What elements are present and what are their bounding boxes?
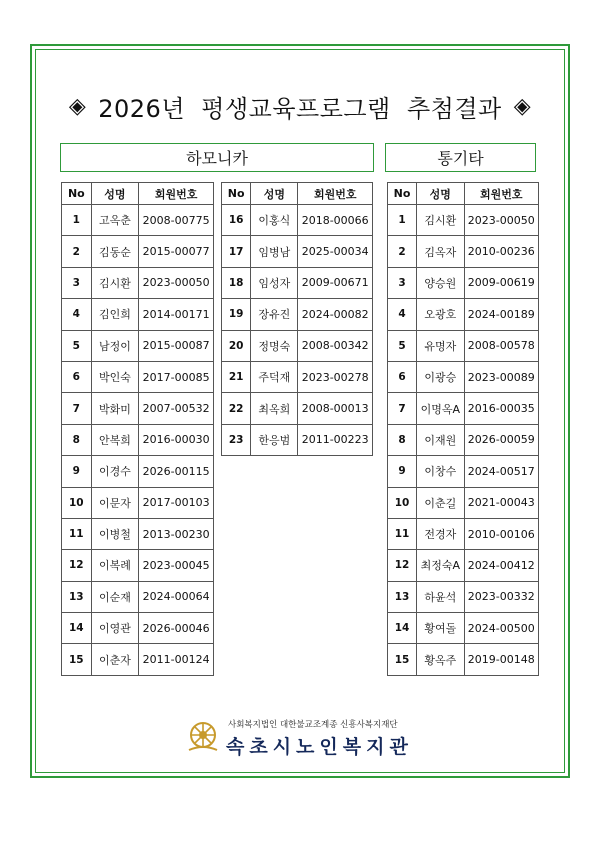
cell-name: 오광호 xyxy=(417,299,464,330)
cell-member-id: 2019-00148 xyxy=(464,644,539,675)
cell-no: 20 xyxy=(222,330,251,361)
cell-name: 고옥춘 xyxy=(91,205,139,236)
cell-no: 14 xyxy=(62,613,92,644)
cell-name: 양승원 xyxy=(417,267,464,298)
cell-member-id: 2023-00045 xyxy=(139,550,214,581)
cell-member-id: 2016-00035 xyxy=(464,393,539,424)
cell-member-id: 2017-00103 xyxy=(139,487,214,518)
cell-name: 이영관 xyxy=(91,613,139,644)
cell-member-id: 2008-00013 xyxy=(298,393,373,424)
cell-member-id: 2021-00043 xyxy=(464,487,539,518)
table-row xyxy=(388,518,539,549)
cell-no: 5 xyxy=(388,330,417,361)
cell-name: 하윤석 xyxy=(417,581,464,612)
header-name: 성명 xyxy=(417,183,464,205)
table-row xyxy=(62,361,214,392)
harmonica-table-2 xyxy=(221,182,373,456)
cell-member-id: 2023-00050 xyxy=(464,205,539,236)
cell-no: 2 xyxy=(388,236,417,267)
table-row xyxy=(388,361,539,392)
table-row xyxy=(222,330,373,361)
table-row xyxy=(62,613,214,644)
cell-member-id: 2016-00030 xyxy=(139,424,214,455)
cell-member-id: 2014-00171 xyxy=(139,299,214,330)
table-row xyxy=(388,236,539,267)
cell-no: 11 xyxy=(388,518,417,549)
table-row xyxy=(388,330,539,361)
table-row xyxy=(62,644,214,675)
cell-member-id: 2025-00034 xyxy=(298,236,373,267)
cell-member-id: 2024-00189 xyxy=(464,299,539,330)
cell-member-id: 2011-00124 xyxy=(139,644,214,675)
cell-member-id: 2009-00671 xyxy=(298,267,373,298)
cell-no: 3 xyxy=(62,267,92,298)
cell-member-id: 2023-00050 xyxy=(139,267,214,298)
cell-name: 최옥희 xyxy=(251,393,298,424)
cell-no: 10 xyxy=(388,487,417,518)
cell-name: 임병남 xyxy=(251,236,298,267)
cell-member-id: 2009-00619 xyxy=(464,267,539,298)
cell-no: 8 xyxy=(388,424,417,455)
cell-no: 15 xyxy=(388,644,417,675)
harmonica-table-1 xyxy=(61,182,214,676)
cell-no: 3 xyxy=(388,267,417,298)
cell-member-id: 2026-00046 xyxy=(139,613,214,644)
table-row xyxy=(388,299,539,330)
cell-no: 4 xyxy=(62,299,92,330)
table-row xyxy=(388,424,539,455)
cell-no: 9 xyxy=(62,456,92,487)
cell-name: 김인희 xyxy=(91,299,139,330)
cell-no: 12 xyxy=(62,550,92,581)
cell-no: 9 xyxy=(388,456,417,487)
cell-name: 이홍식 xyxy=(251,205,298,236)
table-row xyxy=(62,393,214,424)
cell-member-id: 2017-00085 xyxy=(139,361,214,392)
cell-member-id: 2008-00775 xyxy=(139,205,214,236)
cell-name: 황옥주 xyxy=(417,644,464,675)
footer-logo xyxy=(180,718,440,760)
cell-name: 남정이 xyxy=(91,330,139,361)
table-row xyxy=(222,205,373,236)
header-no: No xyxy=(62,183,92,205)
cell-name: 이경수 xyxy=(91,456,139,487)
cell-name: 김시환 xyxy=(417,205,464,236)
table-row xyxy=(62,267,214,298)
cell-no: 7 xyxy=(388,393,417,424)
diamond-right-icon: ◈ xyxy=(513,93,532,119)
cell-member-id: 2008-00342 xyxy=(298,330,373,361)
cell-name: 이문자 xyxy=(91,487,139,518)
cell-no: 17 xyxy=(222,236,251,267)
cell-name: 정명숙 xyxy=(251,330,298,361)
table-row xyxy=(222,361,373,392)
cell-no: 1 xyxy=(388,205,417,236)
table-row xyxy=(222,236,373,267)
table-row xyxy=(222,424,373,455)
cell-member-id: 2024-00500 xyxy=(464,613,539,644)
cell-member-id: 2023-00332 xyxy=(464,581,539,612)
cell-member-id: 2026-00059 xyxy=(464,424,539,455)
cell-name: 이광승 xyxy=(417,361,464,392)
cell-no: 23 xyxy=(222,424,251,455)
cell-member-id: 2018-00066 xyxy=(298,205,373,236)
header-name: 성명 xyxy=(91,183,139,205)
table-row xyxy=(388,393,539,424)
cell-no: 4 xyxy=(388,299,417,330)
cell-name: 이춘길 xyxy=(417,487,464,518)
page-title xyxy=(36,86,564,126)
table-row xyxy=(222,299,373,330)
cell-no: 6 xyxy=(388,361,417,392)
table-row xyxy=(62,550,214,581)
cell-no: 21 xyxy=(222,361,251,392)
table-header-row xyxy=(222,183,373,205)
footer-org-subtitle: 사회복지법인 대한불교조계종 신흥사복지재단 xyxy=(228,720,398,730)
cell-member-id: 2024-00082 xyxy=(298,299,373,330)
cell-name: 황여돌 xyxy=(417,613,464,644)
cell-no: 18 xyxy=(222,267,251,298)
header-member-id: 회원번호 xyxy=(298,183,373,205)
cell-name: 주덕재 xyxy=(251,361,298,392)
cell-no: 14 xyxy=(388,613,417,644)
cell-member-id: 2008-00578 xyxy=(464,330,539,361)
cell-member-id: 2024-00412 xyxy=(464,550,539,581)
table-header-row xyxy=(62,183,214,205)
table-row xyxy=(62,330,214,361)
cell-no: 11 xyxy=(62,518,92,549)
cell-name: 안복희 xyxy=(91,424,139,455)
cell-name: 이병철 xyxy=(91,518,139,549)
cell-name: 전경자 xyxy=(417,518,464,549)
cell-name: 이춘자 xyxy=(91,644,139,675)
cell-member-id: 2023-00278 xyxy=(298,361,373,392)
table-row xyxy=(388,613,539,644)
cell-no: 8 xyxy=(62,424,92,455)
cell-name: 이창수 xyxy=(417,456,464,487)
header-name: 성명 xyxy=(251,183,298,205)
cell-no: 7 xyxy=(62,393,92,424)
cell-member-id: 2026-00115 xyxy=(139,456,214,487)
cell-name: 김동순 xyxy=(91,236,139,267)
table-row xyxy=(222,393,373,424)
table-row xyxy=(388,550,539,581)
cell-no: 6 xyxy=(62,361,92,392)
cell-name: 이명옥A xyxy=(417,393,464,424)
cell-name: 이재원 xyxy=(417,424,464,455)
cell-name: 유명자 xyxy=(417,330,464,361)
cell-name: 박인숙 xyxy=(91,361,139,392)
cell-no: 19 xyxy=(222,299,251,330)
cell-member-id: 2015-00077 xyxy=(139,236,214,267)
group-header-guitar: 통기타 xyxy=(385,143,536,172)
table-row xyxy=(388,487,539,518)
cell-member-id: 2023-00089 xyxy=(464,361,539,392)
cell-member-id: 2007-00532 xyxy=(139,393,214,424)
cell-name: 김옥자 xyxy=(417,236,464,267)
cell-member-id: 2011-00223 xyxy=(298,424,373,455)
cell-name: 한응범 xyxy=(251,424,298,455)
cell-no: 2 xyxy=(62,236,92,267)
cell-name: 박화미 xyxy=(91,393,139,424)
cell-no: 22 xyxy=(222,393,251,424)
cell-member-id: 2024-00517 xyxy=(464,456,539,487)
cell-no: 16 xyxy=(222,205,251,236)
table-row xyxy=(388,644,539,675)
table-row xyxy=(62,581,214,612)
cell-no: 1 xyxy=(62,205,92,236)
cell-member-id: 2024-00064 xyxy=(139,581,214,612)
cell-member-id: 2013-00230 xyxy=(139,518,214,549)
header-no: No xyxy=(388,183,417,205)
cell-member-id: 2010-00236 xyxy=(464,236,539,267)
table-row xyxy=(62,236,214,267)
footer-org-name: 속초시노인복지관 xyxy=(226,736,413,758)
cell-name: 장유진 xyxy=(251,299,298,330)
cell-name: 이순재 xyxy=(91,581,139,612)
guitar-table xyxy=(387,182,539,676)
cell-no: 12 xyxy=(388,550,417,581)
cell-name: 이복례 xyxy=(91,550,139,581)
header-no: No xyxy=(222,183,251,205)
cell-no: 10 xyxy=(62,487,92,518)
table-row xyxy=(62,487,214,518)
diamond-left-icon: ◈ xyxy=(68,93,87,119)
cell-no: 5 xyxy=(62,330,92,361)
cell-name: 김시환 xyxy=(91,267,139,298)
cell-no: 13 xyxy=(388,581,417,612)
table-row xyxy=(222,267,373,298)
table-row xyxy=(62,456,214,487)
page-title-text: 2026년 평생교육프로그램 추첨결과 xyxy=(98,94,502,123)
cell-name: 최정숙A xyxy=(417,550,464,581)
cell-member-id: 2015-00087 xyxy=(139,330,214,361)
cell-member-id: 2010-00106 xyxy=(464,518,539,549)
table-row xyxy=(62,424,214,455)
table-row xyxy=(62,205,214,236)
cell-no: 15 xyxy=(62,644,92,675)
cell-no: 13 xyxy=(62,581,92,612)
dharma-wheel-icon xyxy=(186,720,220,754)
table-row xyxy=(388,267,539,298)
table-row xyxy=(388,456,539,487)
table-header-row xyxy=(388,183,539,205)
header-member-id: 회원번호 xyxy=(139,183,214,205)
table-row xyxy=(62,299,214,330)
table-row xyxy=(62,518,214,549)
header-member-id: 회원번호 xyxy=(464,183,539,205)
cell-name: 임성자 xyxy=(251,267,298,298)
table-row xyxy=(388,205,539,236)
table-row xyxy=(388,581,539,612)
group-header-harmonica: 하모니카 xyxy=(60,143,374,172)
